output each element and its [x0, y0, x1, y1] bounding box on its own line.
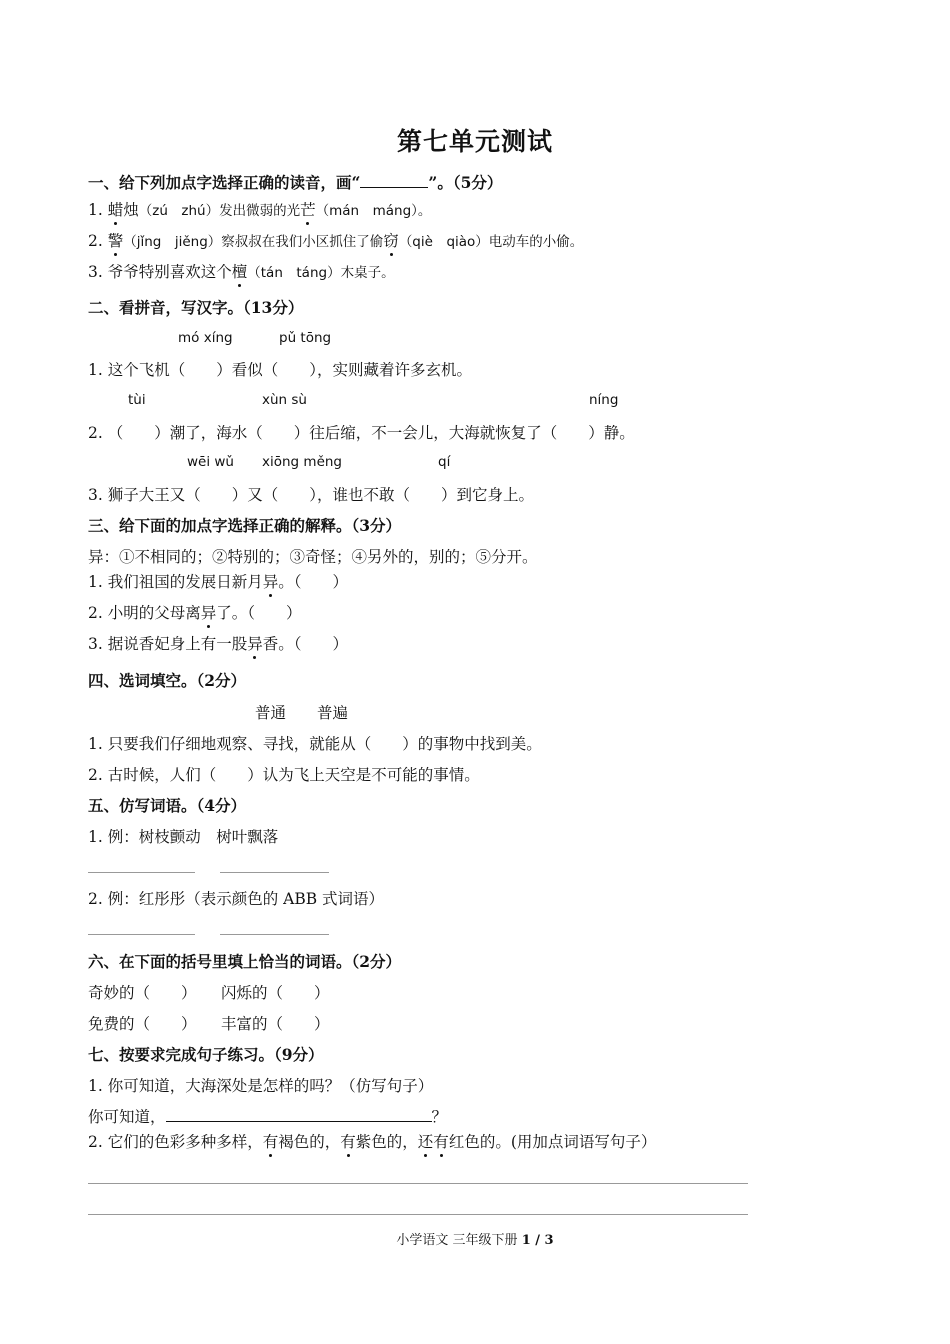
page-footer: [0, 1229, 950, 1248]
s1-q1-options-2: （mán máng）。: [315, 203, 432, 219]
s2-question-1: 1. 这个飞机（ ）看似（ ），实则藏着许多玄机。: [88, 361, 472, 379]
q-text: 2. 小明的父母离: [88, 604, 201, 622]
dotted-char: 有: [433, 1130, 449, 1152]
q-text: 1. 我们祖国的发展日新月: [88, 573, 263, 591]
dotted-char: 有: [263, 1130, 279, 1152]
footer-text: 小学语文 三年级下册: [396, 1233, 522, 1248]
q-answer: 。（ ）: [278, 573, 348, 591]
answer-line: [88, 872, 195, 873]
pinyin: pǔ tōng: [279, 330, 332, 346]
q-text: 紫色的，: [355, 1133, 418, 1151]
section-5-heading: 五、仿写词语。（4分）: [88, 796, 247, 815]
s6-item: 免费的（ ）: [88, 1015, 197, 1033]
dotted-char: 异: [263, 570, 279, 592]
s2-question-2: 2. （ ）潮了，海水（ ）往后缩，不一会儿，大海就恢复了（ ）静。: [88, 424, 635, 442]
page-number: 1 / 3: [521, 1233, 554, 1248]
s1-q3-text-2: （tán táng）木桌子。: [247, 265, 395, 281]
s1-q2-text-2: （qiè qiào）电动车的小偷。: [398, 234, 584, 250]
s7-question-2: [88, 1130, 656, 1152]
s4-question-2: 2. 古时候，人们（ ）认为飞上天空是不可能的事情。: [88, 766, 480, 784]
s1-question-2: [88, 229, 583, 251]
q-num: 2.: [88, 232, 108, 250]
q-answer: 香。（ ）: [262, 635, 348, 653]
pinyin: qí: [438, 454, 451, 470]
s6-item: 闪烁的（ ）: [221, 984, 330, 1002]
pinyin: tùi: [128, 392, 146, 408]
section-6-heading: 六、在下面的括号里填上恰当的词语。（2分）: [88, 952, 402, 971]
s3-question-3: [88, 632, 348, 654]
answer-line: [220, 934, 329, 935]
section-1-heading-text: 一、给下列加点字选择正确的读音，画“: [88, 173, 361, 192]
s3-question-1: [88, 570, 348, 592]
answer-line: [88, 1214, 748, 1215]
q-num: 1.: [88, 201, 108, 219]
s3-question-2: [88, 601, 302, 623]
pinyin: níng: [589, 392, 619, 408]
s1-question-1: [88, 198, 431, 220]
pinyin: mó xíng: [178, 330, 233, 346]
s5-question-2: 2. 例：红彤彤（表示颜色的 ABB 式词语）: [88, 890, 385, 908]
answer-line: [88, 1183, 748, 1184]
s6-item: 奇妙的（ ）: [88, 984, 197, 1002]
s2-question-3: 3. 狮子大王又（ ）又（ ），谁也不敢（ ）到它身上。: [88, 486, 534, 504]
s1-q1-options: （zú zhú）发出微弱的光: [138, 203, 301, 219]
q-num: 3.: [88, 263, 108, 281]
s7-answer-1: [88, 1105, 447, 1127]
section-1-heading: [88, 171, 502, 193]
s3-definitions: 异：①不相同的；②特别的；③奇怪；④另外的，别的；⑤分开。: [88, 548, 538, 566]
char: 烛: [123, 201, 139, 219]
s1-question-3: [88, 260, 395, 282]
q-answer: 了。（ ）: [216, 604, 302, 622]
q-text: 褐色的，: [278, 1133, 341, 1151]
dotted-char: 异: [201, 601, 217, 623]
q-text: 3. 据说香妃身上有一股: [88, 635, 248, 653]
dotted-char: 还: [418, 1130, 434, 1152]
dotted-char: 芒: [300, 198, 316, 220]
answer-prefix: 你可知道，: [88, 1108, 166, 1126]
page-title: 第七单元测试: [396, 127, 553, 156]
section-3-heading: 三、给下面的加点字选择正确的解释。（3分）: [88, 516, 402, 535]
s4-question-1: 1. 只要我们仔细地观察、寻找，就能从（ ）的事物中找到美。: [88, 735, 542, 753]
section-1-heading-score: ”。（5分）: [428, 173, 503, 192]
pinyin: xiōng měng: [262, 454, 342, 470]
answer-line-sample: [360, 187, 428, 188]
s1-q2-text: （jǐng jiěng）察叔叔在我们小区抓住了偷: [123, 234, 384, 250]
section-7-heading: 七、按要求完成句子练习。（9分）: [88, 1045, 324, 1064]
dotted-char: 异: [247, 632, 263, 654]
dotted-char: 檀: [232, 260, 248, 282]
s1-q3-text: 爷爷特别喜欢这个: [107, 263, 232, 281]
answer-line: [88, 934, 195, 935]
word-choices: 普通 普遍: [255, 704, 349, 722]
dotted-char: 有: [340, 1130, 356, 1152]
answer-line: [220, 872, 329, 873]
q-text: 2. 它们的色彩多种多样，: [88, 1133, 263, 1151]
section-4-heading: 四、选词填空。（2分）: [88, 671, 247, 690]
s6-item: 丰富的（ ）: [221, 1015, 330, 1033]
answer-line: [166, 1121, 432, 1122]
section-2-heading: 二、看拼音，写汉字。（13分）: [88, 298, 304, 317]
s5-question-1: 1. 例：树枝颤动 树叶飘落: [88, 828, 279, 846]
dotted-char: 警: [108, 229, 124, 251]
pinyin: wēi wǔ: [187, 454, 234, 470]
q-text: 红色的。(用加点词语写句子）: [448, 1133, 657, 1151]
pinyin: xùn sù: [262, 392, 307, 408]
answer-suffix: ？: [431, 1108, 448, 1126]
s7-question-1: 1. 你可知道，大海深处是怎样的吗？（仿写句子）: [88, 1077, 434, 1095]
dotted-char: 蜡: [108, 198, 124, 220]
dotted-char: 窃: [383, 229, 399, 251]
